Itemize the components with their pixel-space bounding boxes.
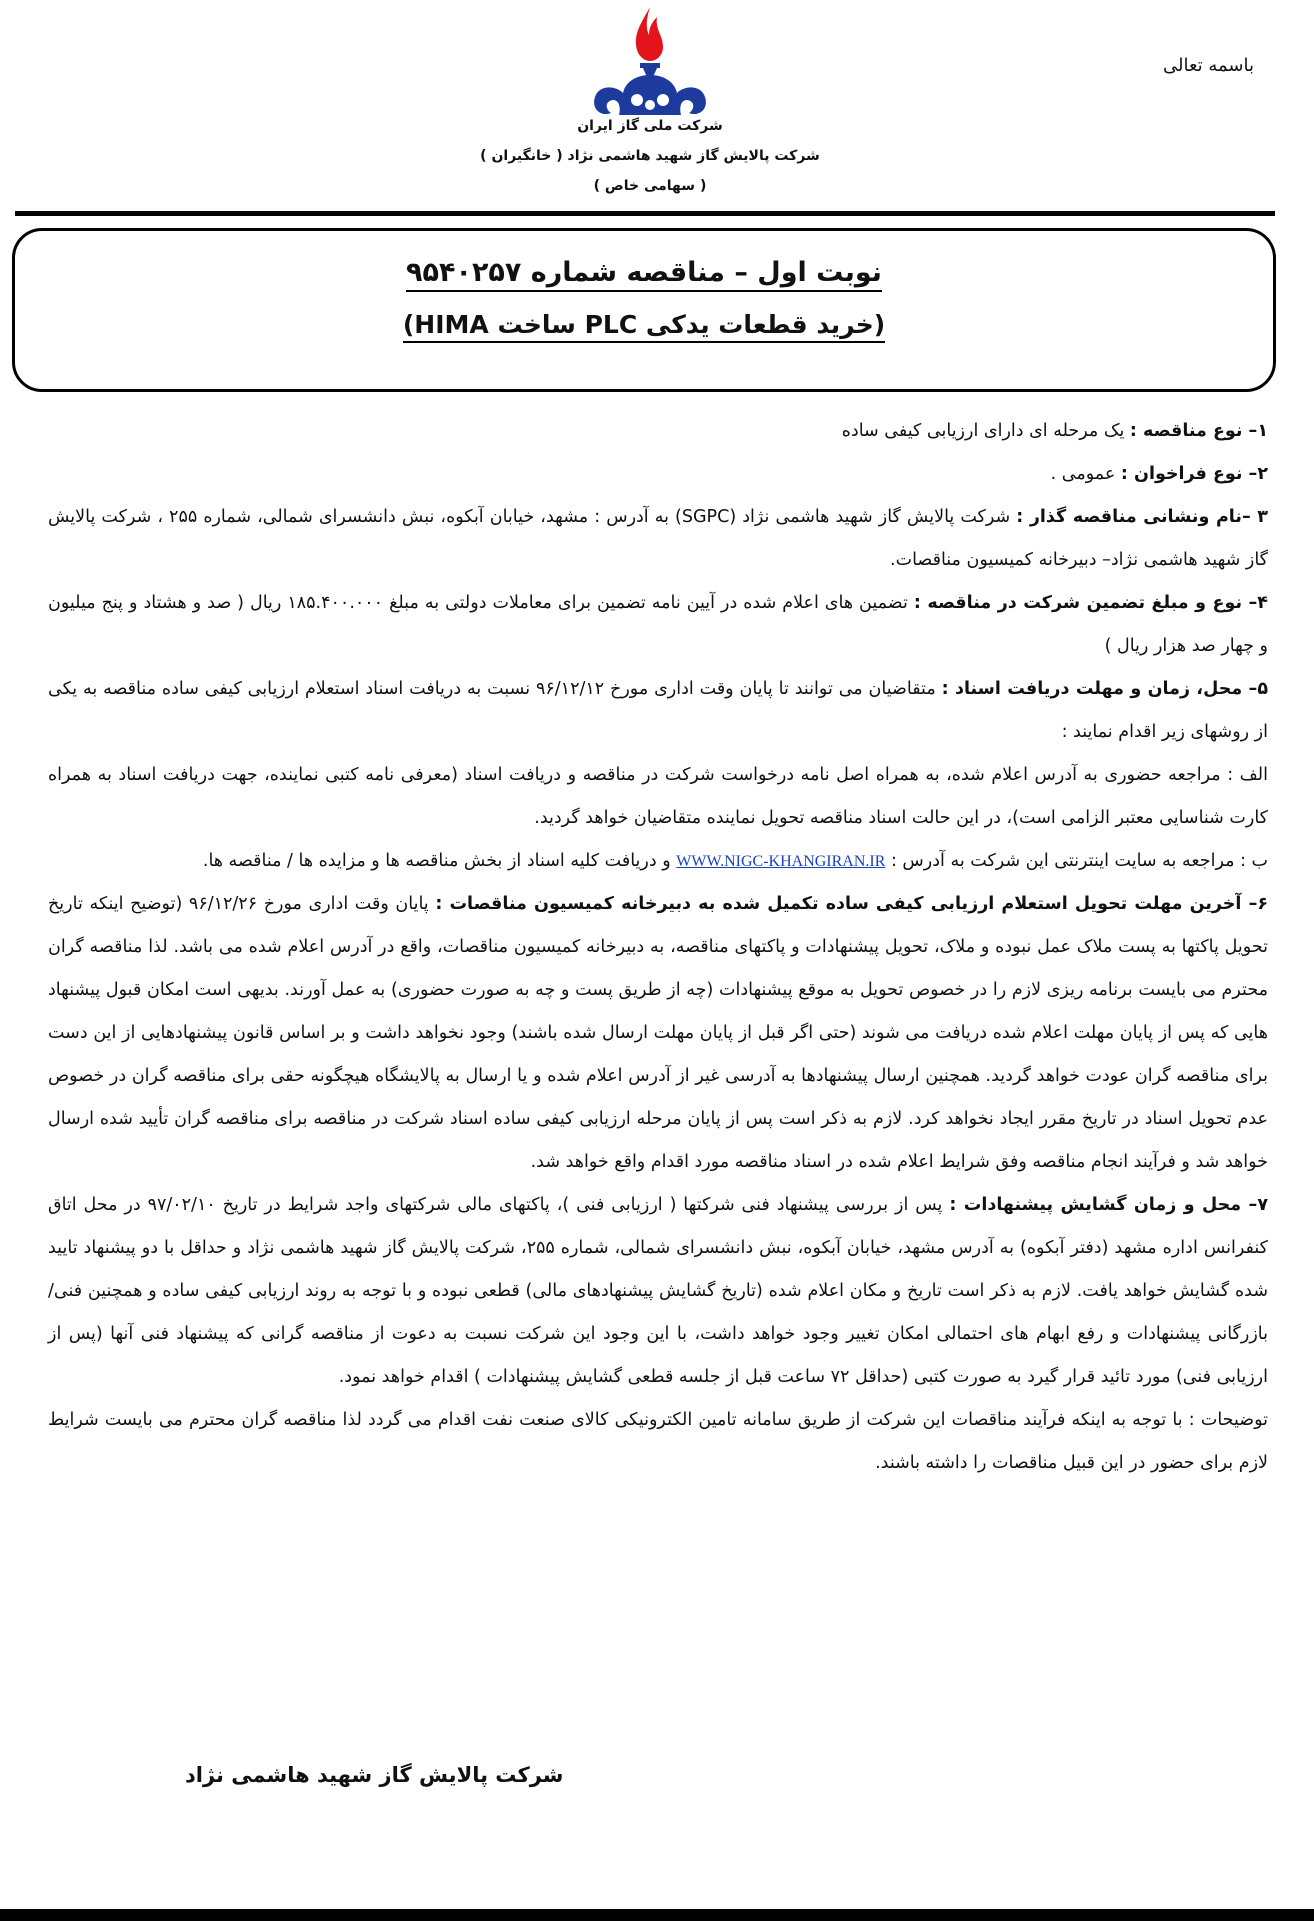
header-divider [15, 211, 1275, 216]
item-label: ۷– محل و زمان گشایش پیشنهادات : [949, 1195, 1268, 1215]
signature: شرکت پالایش گاز شهید هاشمی نژاد [185, 1763, 564, 1787]
item-label: ۴– نوع و مبلغ تضمین شرکت در مناقصه : [913, 593, 1268, 613]
nigc-logo-icon [585, 5, 715, 120]
item-label: ۳ –نام ونشانی مناقصه گذار : [1016, 507, 1268, 527]
org-name-refinery: شرکت پالایش گاز شهید هاشمی نژاد ( خانگیران ) [480, 148, 820, 164]
item-text: عمومی . [1050, 464, 1121, 484]
item-label: ۱– نوع مناقصه : [1129, 421, 1268, 441]
bismillah-heading: باسمه تعالی [1162, 55, 1254, 76]
bottom-border [0, 1909, 1314, 1921]
item-text: متقاضیان می توانند تا پایان وقت اداری مورخ ۹۶/۱۲/۱۲ نسبت به دریافت اسناد استعلام ارزیابی کیفی ساده مناقصه به یکی از روشهای زیر اقدام نمایند : [48, 679, 1268, 742]
item-2 [48, 453, 1268, 496]
item-6 [48, 883, 1268, 1184]
option-a: الف : مراجعه حضوری به آدرس اعلام شده، به همراه اصل نامه درخواست شرکت در مناقصه و دریافت اسناد (معرفی نامه کتبی نماینده، جهت دریافت اسناد به همراه کارت شناسایی معتبر الزامی است)، در این حالت اسناد مناقصه تحویل نماینده متقاضیان خواهد گردید. [48, 765, 1268, 828]
document-body [48, 410, 1268, 1485]
item-text: پس از بررسی پیشنهاد فنی شرکتها ( ارزیابی فنی )، پاکتهای مالی شرکتهای واجد شرایط در تاریخ ۹۷/۰۲/۱۰ در محل اتاق کنفرانس اداره مشهد (دفتر آبکوه) به آدرس مشهد، خیابان آبکوه، نبش دانشسرای شمالی، شماره ۲۵۵، شرکت پالایش گاز شهید هاشمی نژاد و حداقل با دو پیشنهاد تایید شده گشایش خواهد یافت. لازم به ذکر است تاریخ و مکان اعلام شده (تاریخ گشایش پیشنهادهای مالی) قطعی نبوده و با توجه به روند ارزیابی کیفی ساده و همچنین فنی/بازرگانی پیشنهادات و رفع ابهام های احتمالی امکان تغییر وجود خواهد داشت، با این وجود این شرکت نسبت به دعوت از مناقصه گرانی که پیشنهاد فنی آنها (پس از ارزیابی فنی) مورد تائید قرار گیرد به صورت کتبی (حداقل ۷۲ ساعت قبل از جلسه قطعی گشایش پیشنهادات ) اقدام خواهد نمود. [48, 1195, 1268, 1387]
website-link[interactable]: WWW.NIGC-KHANGIRAN.IR [676, 853, 886, 870]
item-1 [48, 410, 1268, 453]
item-label: ۲– نوع فراخوان : [1120, 464, 1268, 484]
org-type: ( سهامی خاص ) [593, 178, 707, 194]
item-3 [48, 496, 1268, 582]
item-label: ۶– آخرین مهلت تحویل استعلام ارزیابی کیفی ساده تکمیل شده به دبیرخانه کمیسیون مناقصات : [435, 894, 1269, 914]
title-box [12, 228, 1276, 392]
item-label: ۵– محل، زمان و مهلت دریافت اسناد : [941, 679, 1268, 699]
org-name-nigc: شرکت ملی گاز ایران [577, 118, 723, 134]
item-5 [48, 668, 1268, 754]
notes: توضیحات : با توجه به اینکه فرآیند مناقصات این شرکت از طریق سامانه تامین الکترونیکی کالای صنعت نفت اقدام می گردد لذا مناقصه گران محترم می بایست شرایط لازم برای حضور در این قبیل مناقصات را داشته باشند. [48, 1410, 1268, 1473]
tender-subtitle: (خرید قطعات یدکی PLC ساخت HIMA) [403, 310, 885, 343]
item-text: یک مرحله ای دارای ارزیابی کیفی ساده [841, 421, 1130, 441]
option-b-after: و دریافت کلیه اسناد از بخش مناقصه ها و مزایده ها / مناقصه ها. [202, 851, 677, 871]
item-7 [48, 1184, 1268, 1399]
item-text: تضمین های اعلام شده در آیین نامه تضمین برای معاملات دولتی به مبلغ ۱۸۵.۴۰۰.۰۰۰ ریال ( صد و هشتاد و پنج میلیون و چهار صد هزار ریال ) [48, 593, 1268, 656]
option-b [48, 840, 1268, 883]
tender-title: نوبت اول – مناقصه شماره ۹۵۴۰۲۵۷ [406, 257, 882, 292]
option-b-before: ب : مراجعه به سایت اینترنتی این شرکت به آدرس : [885, 851, 1268, 871]
item-4 [48, 582, 1268, 668]
item-text: شرکت پالایش گاز شهید هاشمی نژاد (SGPC) به آدرس : مشهد، خیابان آبکوه، نبش دانشسرای شمالی، شماره ۲۵۵ ، شرکت پالایش گاز شهید هاشمی نژاد– دبیرخانه کمیسیون مناقصات. [48, 507, 1268, 570]
item-text: پایان وقت اداری مورخ ۹۶/۱۲/۲۶ (توضیح اینکه تاریخ تحویل پاکتها به پست ملاک عمل نبوده و ملاک، تحویل پیشنهادات و پاکتهای مناقصه، به دبیرخانه کمیسیون مناقصات، واقع در آدرس اعلام شده می باشد. لذا مناقصه گران محترم می بایست برنامه ریزی لازم را در خصوص تحویل به موقع پیشنهادات (چه از طریق پست و چه به صورت حضوری) به عمل آورند. بدیهی است امکان قبول پیشنهاد هایی که پس از پایان مهلت اعلام شده دریافت می شوند (حتی اگر قبل از پایان مهلت ارسال شده باشند) وجود نخواهد داشت و بر اساس قانون پیشنهادهایی از این دست برای مناقصه گران عودت خواهد گردید. همچنین ارسال پیشنهادها به آدرسی غیر از آدرس اعلام شده و یا ارسال به پالایشگاه هیچگونه حقی برای مناقصه گران در خصوص عدم تحویل اسناد در تاریخ مقرر ایجاد نخواهد کرد. لازم به ذکر است پس از پایان مرحله ارزیابی کیفی ساده اسناد شرکت در مناقصه برای مناقصه گران تأیید شده ارسال خواهد شد و فرآیند انجام مناقصه وفق شرایط اعلام شده در اسناد مناقصه مورد اقدام واقع خواهد شد. [48, 894, 1268, 1172]
